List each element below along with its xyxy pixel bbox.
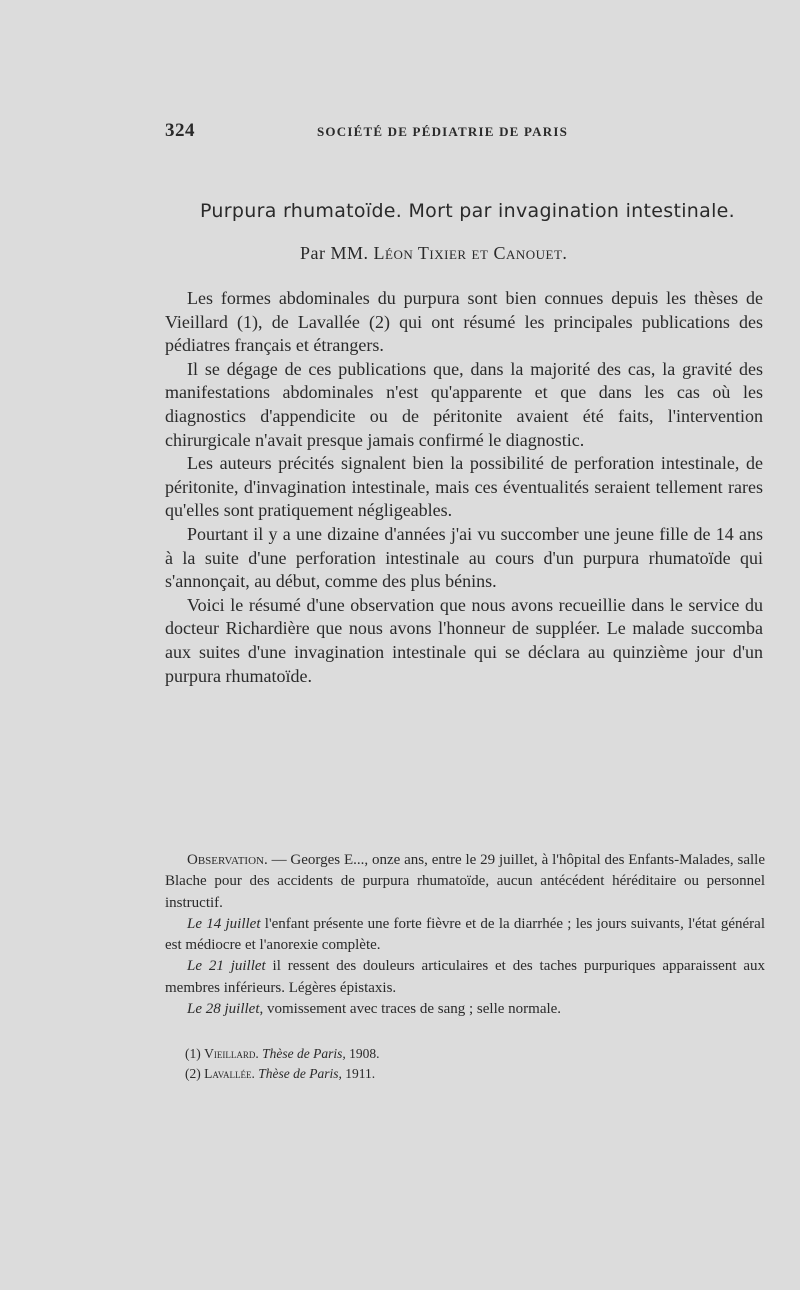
paragraph: Il se dégage de ces publications que, dans la majorité des cas, la gravité des manifestations abdominales n'est qu'apparente et que dans les cas où les diagnostics d'appendicite ou de péritonite avaient été faits, l'intervention chirurgicale n'avait presque jamais confirmé le diagnostic. [165, 358, 763, 450]
entry-text: l'enfant présente une forte fièvre et de la diarrhée ; les jours suivants, l'état général est médiocre et l'anorexie complète. [165, 915, 765, 954]
byline-prefix: Par MM. [300, 243, 374, 263]
paragraph: Voici le résumé d'une observation que nous avons recueillie dans le service du docteur Richardière que nous avons l'honneur de suppléer. Le malade succomba aux suites d'une invagination intestinale qui se déclara au quinzième jour d'un purpura rhumatoïde. [165, 594, 763, 686]
paragraph: Les formes abdominales du purpura sont bien connues depuis les thèses de Vieillard (1), de Lavallée (2) qui ont résumé les principales publications des pédiatres français et étrangers. [165, 288, 763, 356]
footnote-work: Thèse de Paris, [262, 1046, 346, 1061]
paragraph: Pourtant il y a une dizaine d'années j'ai vu succomber une jeune fille de 14 ans à la suite d'une perforation intestinale au cours d'un purpura rhumatoïde qui s'annonçait, au début, comme des plus bénins. [165, 523, 763, 592]
footnote-year: 1911. [341, 1066, 376, 1081]
observation-paragraph [165, 850, 765, 914]
entry-date: Le 28 juillet [187, 1001, 260, 1018]
footnote-work: Thèse de Paris, [258, 1066, 342, 1081]
running-head: SOCIÉTÉ DE PÉDIATRIE DE PARIS [317, 124, 569, 139]
footnotes [185, 1044, 745, 1084]
page-header [165, 120, 735, 142]
observation-label: Observation. [187, 852, 268, 868]
footnote-author: Vieillard. [204, 1046, 259, 1061]
page-number: 324 [165, 120, 195, 141]
observation-entry [165, 956, 765, 999]
entry-text: il ressent des douleurs articulaires et des taches purpuriques apparaissent aux membres inférieurs. Légères épistaxis. [165, 958, 765, 996]
observation-text: — Georges E..., onze ans, entre le 29 juillet, à l'hôpital des Enfants-Malades, salle Blache pour des accidents de purpura rhumatoïde, aucun antécédent héréditaire ou personnel instructif. [165, 852, 765, 911]
observation-entry [165, 914, 765, 957]
footnote [185, 1064, 745, 1084]
paragraph: Les auteurs précités signalent bien la possibilité de perforation intestinale, de péritonite, d'invagination intestinale, mais ces éventualités seraient tellement rares qu'elles sont pratiquement négligeables. [165, 453, 763, 521]
article-byline [300, 243, 567, 264]
article-title: Purpura rhumatoïde. Mort par invagination intestinale. [200, 200, 735, 222]
article-body [165, 287, 763, 688]
observation-entry [165, 999, 765, 1020]
footnote-author: Lavallée. [204, 1066, 255, 1081]
observation-section [165, 850, 765, 1020]
footnote [185, 1044, 745, 1064]
footnote-year: 1908. [345, 1046, 380, 1061]
entry-text: , vomissement avec traces de sang ; selle normale. [259, 1001, 562, 1018]
footnote-number: (2) [185, 1066, 205, 1081]
footnote-number: (1) [185, 1046, 205, 1061]
entry-date: Le 21 juillet [187, 958, 266, 975]
byline-authors: Léon Tixier et Canouet. [373, 243, 568, 263]
entry-date: Le 14 juillet [187, 915, 261, 932]
